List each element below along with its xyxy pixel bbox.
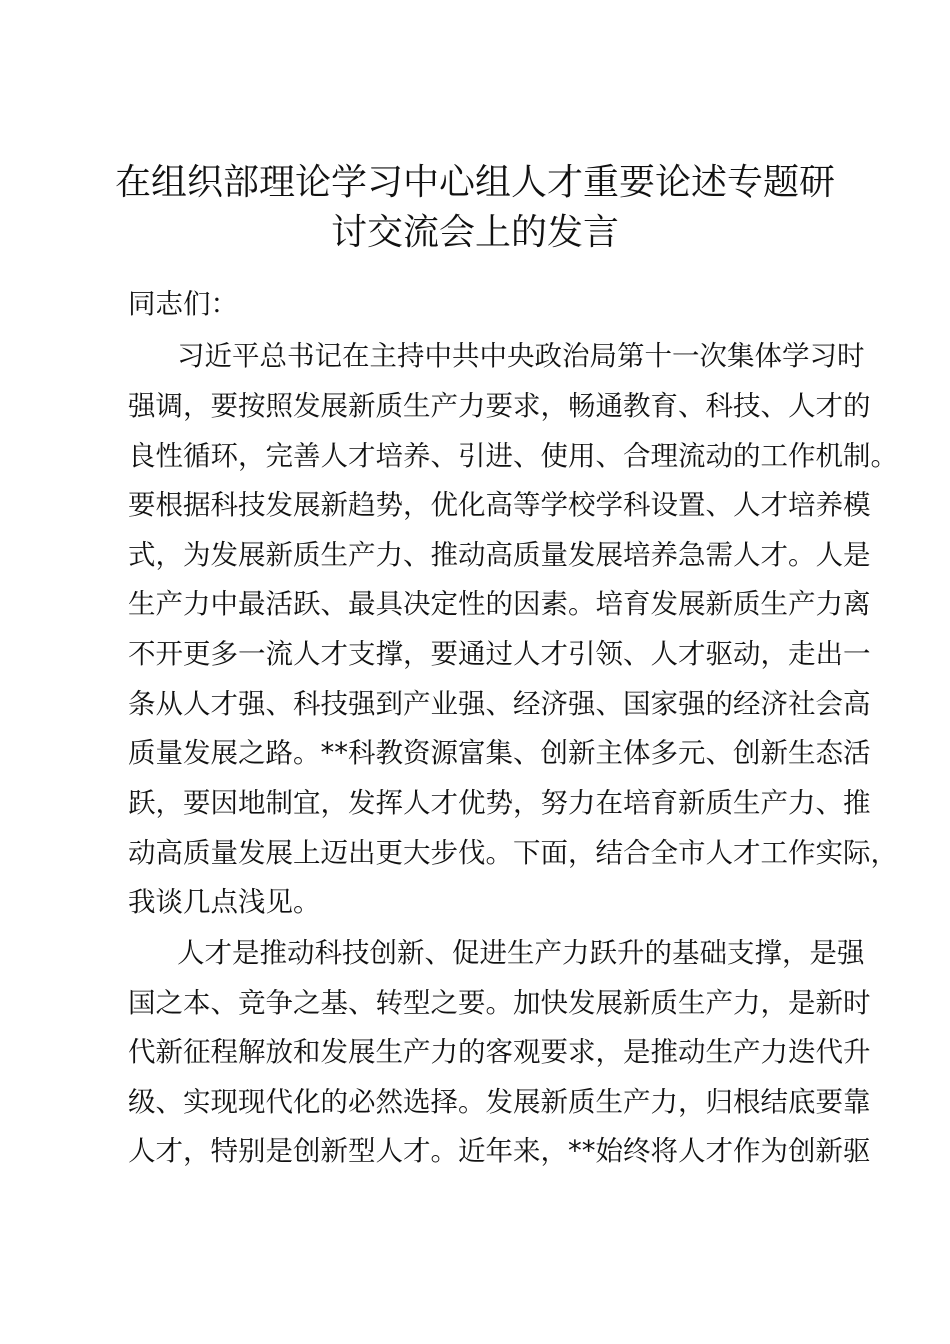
paragraph-1-line: 条从人才强、科技强到产业强、经济强、国家强的经济社会高 bbox=[128, 688, 871, 720]
paragraph-1-line: 跃，要因地制宜，发挥人才优势，努力在培育新质生产力、推 bbox=[128, 787, 871, 819]
paragraph-1-line: 式，为发展新质生产力、推动高质量发展培养急需人才。人是 bbox=[128, 539, 871, 571]
paragraph-2-line: 级、实现现代化的必然选择。发展新质生产力，归根结底要靠 bbox=[128, 1086, 871, 1118]
paragraph-2-line: 国之本、竞争之基、转型之要。加快发展新质生产力，是新时 bbox=[128, 987, 871, 1019]
document-title-line-2: 讨交流会上的发言 bbox=[330, 212, 619, 253]
paragraph-1-line: 我谈几点浅见。 bbox=[128, 886, 321, 918]
document-title-line-1: 在组织部理论学习中心组人才重要论述专题研 bbox=[114, 162, 835, 203]
paragraph-2-line: 代新征程解放和发展生产力的客观要求，是推动生产力迭代升 bbox=[128, 1036, 871, 1068]
paragraph-1-line: 良性循环，完善人才培养、引进、使用、合理流动的工作机制。 bbox=[128, 440, 898, 472]
paragraph-1-line: 质量发展之路。**科教资源富集、创新主体多元、创新生态活 bbox=[128, 737, 871, 769]
paragraph-1-line: 强调，要按照发展新质生产力要求，畅通教育、科技、人才的 bbox=[128, 390, 871, 422]
paragraph-2-line: 人才，特别是创新型人才。近年来，**始终将人才作为创新驱 bbox=[128, 1135, 871, 1167]
paragraph-2-line: 人才是推动科技创新、促进生产力跃升的基础支撑，是强 bbox=[177, 937, 865, 969]
paragraph-1-line: 要根据科技发展新趋势，优化高等学校学科设置、人才培养模 bbox=[128, 489, 871, 521]
paragraph-1-line: 动高质量发展上迈出更大步伐。下面，结合全市人才工作实际， bbox=[128, 837, 898, 869]
paragraph-1-line: 不开更多一流人才支撑，要通过人才引领、人才驱动，走出一 bbox=[128, 638, 871, 670]
paragraph-1-line: 生产力中最活跃、最具决定性的因素。培育发展新质生产力离 bbox=[128, 588, 871, 620]
salutation: 同志们： bbox=[128, 288, 238, 320]
paragraph-1-line: 习近平总书记在主持中共中央政治局第十一次集体学习时 bbox=[177, 340, 865, 372]
